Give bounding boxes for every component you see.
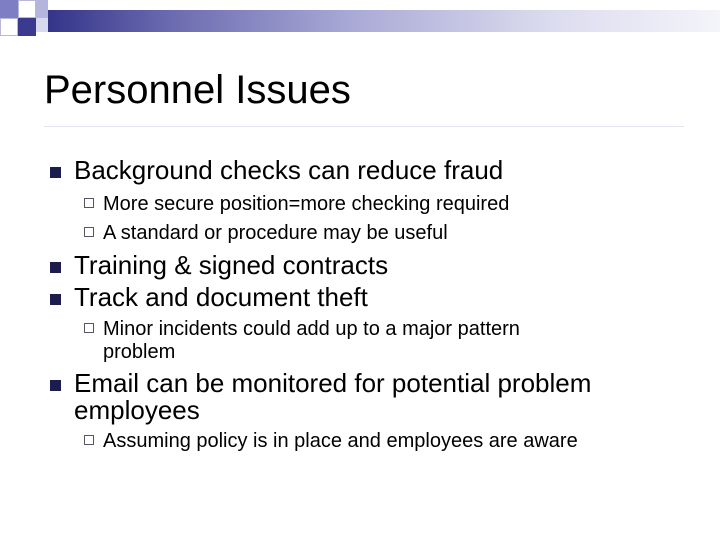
bullet-text: Training & signed contracts <box>74 250 389 280</box>
square-bullet-icon <box>50 167 61 178</box>
sub-bullet-text: Assuming policy is in place and employees are aware <box>103 430 578 452</box>
bullet-text: employees <box>74 395 200 425</box>
sub-bullet-text: Minor incidents could add up to a major pattern <box>103 318 520 340</box>
checkbox-bullet-icon <box>84 198 94 208</box>
sub-bullet-text: problem <box>103 341 176 363</box>
square-bullet-icon <box>50 262 61 273</box>
checkbox-bullet-icon <box>84 323 94 333</box>
corner-square-decoration <box>0 0 18 18</box>
corner-square-decoration <box>18 18 36 36</box>
slide-title: Personnel Issues <box>44 68 351 112</box>
sub-bullet-text: More secure position=more checking required <box>103 193 510 215</box>
corner-square-decoration <box>36 18 48 32</box>
square-bullet-icon <box>50 294 61 305</box>
corner-square-decoration <box>36 0 48 18</box>
bullet-text: Track and document theft <box>74 282 368 312</box>
corner-square-decoration <box>18 0 36 18</box>
square-bullet-icon <box>50 380 61 391</box>
checkbox-bullet-icon <box>84 227 94 237</box>
title-divider <box>44 126 684 127</box>
checkbox-bullet-icon <box>84 435 94 445</box>
header-gradient-band <box>48 10 720 32</box>
bullet-text: Background checks can reduce fraud <box>74 155 504 185</box>
bullet-text: Email can be monitored for potential problem <box>74 368 592 398</box>
corner-square-decoration <box>0 18 18 36</box>
sub-bullet-text: A standard or procedure may be useful <box>103 222 448 244</box>
